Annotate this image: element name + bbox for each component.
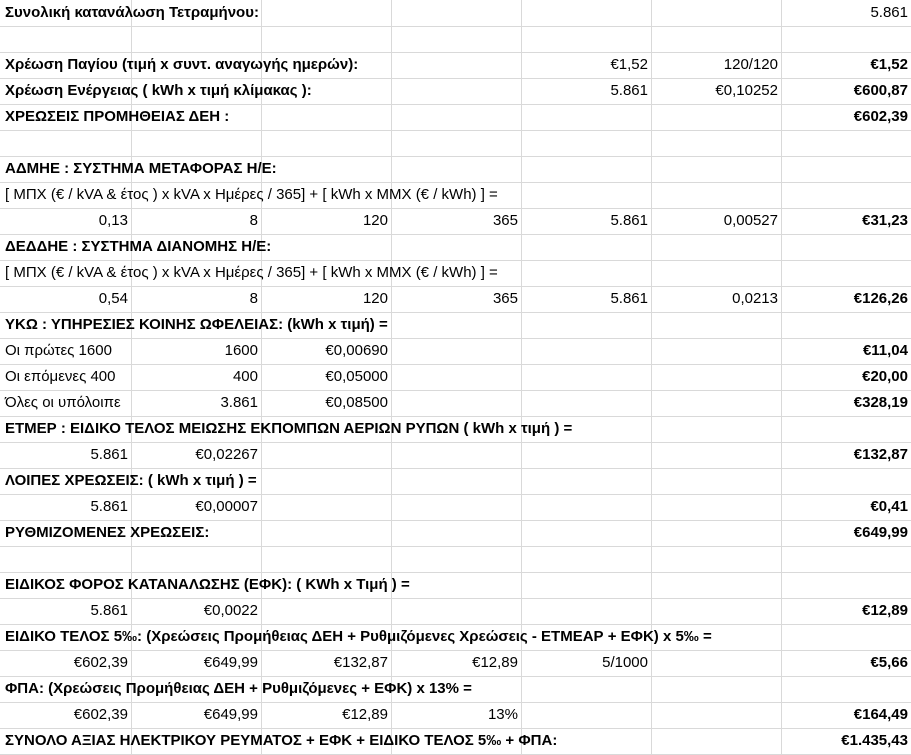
table-cell[interactable]: €600,87 (853, 82, 908, 99)
table-cell[interactable]: €1,52 (870, 56, 908, 73)
table-cell[interactable]: €1.435,43 (841, 732, 908, 749)
table-cell[interactable]: €328,19 (853, 394, 908, 411)
table-cell[interactable]: ΧΡΕΩΣΕΙΣ ΠΡΟΜΗΘΕΙΑΣ ΔΕΗ : (5, 108, 230, 125)
table-cell[interactable]: ΦΠΑ: (Χρεώσεις Προμήθειας ΔΕΗ + Ρυθμιζόμενες + ΕΦΚ) x 13% = (5, 680, 472, 697)
table-cell[interactable]: [ ΜΠΧ (€ / kVA & έτος ) x kVA x Ημέρες / 365] + [ kWh x ΜΜΧ (€ / kWh) ] = (5, 264, 498, 281)
table-cell[interactable]: 1600 (224, 342, 258, 359)
table-cell[interactable]: Οι επόμενες 400 (5, 368, 116, 385)
table-cell[interactable]: ΡΥΘΜΙΖΟΜΕΝΕΣ ΧΡΕΩΣΕΙΣ: (5, 524, 210, 541)
table-cell[interactable]: ΕΙΔΙΚΟ ΤΕΛΟΣ 5‰: (Χρεώσεις Προμήθειας ΔΕΗ + Ρυθμιζόμενες Χρεώσεις - ΕΤΜΕΑΡ + ΕΦΚ) x 5‰ = (5, 628, 712, 645)
table-cell[interactable]: 3.861 (220, 394, 258, 411)
table-cell[interactable]: €31,23 (862, 212, 908, 229)
table-cell[interactable]: €1,52 (610, 56, 648, 73)
table-cell[interactable]: €602,39 (73, 706, 128, 723)
table-cell[interactable]: €126,26 (853, 290, 908, 307)
table-cell[interactable]: 365 (492, 212, 518, 229)
row-gridline (0, 546, 911, 547)
table-cell[interactable]: 5.861 (610, 212, 648, 229)
table-cell[interactable]: Χρέωση Παγίου (τιμή x συντ. αναγωγής ημερών): (5, 56, 359, 73)
table-cell[interactable]: ΣΥΝΟΛΟ ΑΞΙΑΣ ΗΛΕΚΤΡΙΚΟΥ ΡΕΥΜΑΤΟΣ + ΕΦΚ + ΕΙΔΙΚΟ ΤΕΛΟΣ 5‰ + ΦΠΑ: (5, 732, 558, 749)
table-cell[interactable]: 120/120 (723, 56, 778, 73)
table-cell[interactable]: €0,0022 (203, 602, 258, 619)
table-cell[interactable]: 0,13 (98, 212, 128, 229)
table-cell[interactable]: 0,00527 (723, 212, 778, 229)
table-cell[interactable]: 0,54 (98, 290, 128, 307)
table-cell[interactable]: €0,00007 (195, 498, 258, 515)
table-cell[interactable]: €5,66 (870, 654, 908, 671)
table-cell[interactable]: 5.861 (90, 446, 128, 463)
row-gridline (0, 26, 911, 27)
table-cell[interactable]: 5.861 (610, 82, 648, 99)
table-cell[interactable]: 5.861 (870, 4, 908, 21)
table-cell[interactable]: 5.861 (90, 602, 128, 619)
table-cell[interactable]: €602,39 (853, 108, 908, 125)
table-cell[interactable]: €0,05000 (325, 368, 388, 385)
table-cell[interactable]: €11,04 (862, 342, 908, 359)
table-cell[interactable]: €649,99 (203, 706, 258, 723)
table-cell[interactable]: €20,00 (862, 368, 908, 385)
table-cell[interactable]: Όλες οι υπόλοιπε (5, 394, 121, 411)
table-cell[interactable]: ΕΤΜΕΡ : ΕΙΔΙΚΟ ΤΕΛΟΣ ΜΕΙΩΣΗΣ ΕΚΠΟΜΠΩΝ ΑΕΡΙΩΝ ΡΥΠΩΝ ( kWh x τιμή ) = (5, 420, 573, 437)
table-cell[interactable]: Χρέωση Ενέργειας ( kWh x τιμή κλίμακας ): (5, 82, 312, 99)
table-cell[interactable]: €164,49 (853, 706, 908, 723)
row-gridline (0, 130, 911, 131)
table-cell[interactable]: 13% (487, 706, 518, 723)
table-cell[interactable]: 0,0213 (732, 290, 778, 307)
table-cell[interactable]: Συνολική κατανάλωση Τετραμήνου: (5, 4, 259, 21)
table-cell[interactable]: €132,87 (853, 446, 908, 463)
table-cell[interactable]: €132,87 (333, 654, 388, 671)
table-cell[interactable]: 5/1000 (602, 654, 648, 671)
table-cell[interactable]: 365 (492, 290, 518, 307)
table-cell[interactable]: €12,89 (862, 602, 908, 619)
table-cell[interactable]: €0,02267 (195, 446, 258, 463)
table-cell[interactable]: ΑΔΜΗΕ : ΣΥΣΤΗΜΑ ΜΕΤΑΦΟΡΑΣ Η/Ε: (5, 160, 277, 177)
table-cell[interactable]: €12,89 (342, 706, 388, 723)
table-cell[interactable]: 5.861 (610, 290, 648, 307)
table-cell[interactable]: €0,08500 (325, 394, 388, 411)
table-cell[interactable]: 5.861 (90, 498, 128, 515)
table-cell[interactable]: €602,39 (73, 654, 128, 671)
table-cell[interactable]: ΥΚΩ : ΥΠΗΡΕΣΙΕΣ ΚΟΙΝΗΣ ΩΦΕΛΕΙΑΣ: (kWh x τιμή) = (5, 316, 388, 333)
table-cell[interactable]: 120 (362, 290, 388, 307)
table-cell[interactable]: Οι πρώτες 1600 (5, 342, 112, 359)
table-cell[interactable]: ΛΟΙΠΕΣ ΧΡΕΩΣΕΙΣ: ( kWh x τιμή ) = (5, 472, 257, 489)
table-cell[interactable]: €649,99 (203, 654, 258, 671)
table-cell[interactable]: €0,41 (870, 498, 908, 515)
table-cell[interactable]: ΕΙΔΙΚΟΣ ΦΟΡΟΣ ΚΑΤΑΝΑΛΩΣΗΣ (ΕΦΚ): ( KWh x Τιμή ) = (5, 576, 410, 593)
table-cell[interactable]: 8 (249, 290, 258, 307)
table-cell[interactable]: ΔΕΔΔΗΕ : ΣΥΣΤΗΜΑ ΔΙΑΝΟΜΗΣ Η/Ε: (5, 238, 272, 255)
table-cell[interactable]: [ ΜΠΧ (€ / kVA & έτος ) x kVA x Ημέρες / 365] + [ kWh x ΜΜΧ (€ / kWh) ] = (5, 186, 498, 203)
table-cell[interactable]: 8 (249, 212, 258, 229)
table-cell[interactable]: €0,00690 (325, 342, 388, 359)
table-cell[interactable]: 120 (362, 212, 388, 229)
table-cell[interactable]: €0,10252 (715, 82, 778, 99)
table-cell[interactable]: 400 (232, 368, 258, 385)
table-cell[interactable]: €649,99 (853, 524, 908, 541)
table-cell[interactable]: €12,89 (472, 654, 518, 671)
